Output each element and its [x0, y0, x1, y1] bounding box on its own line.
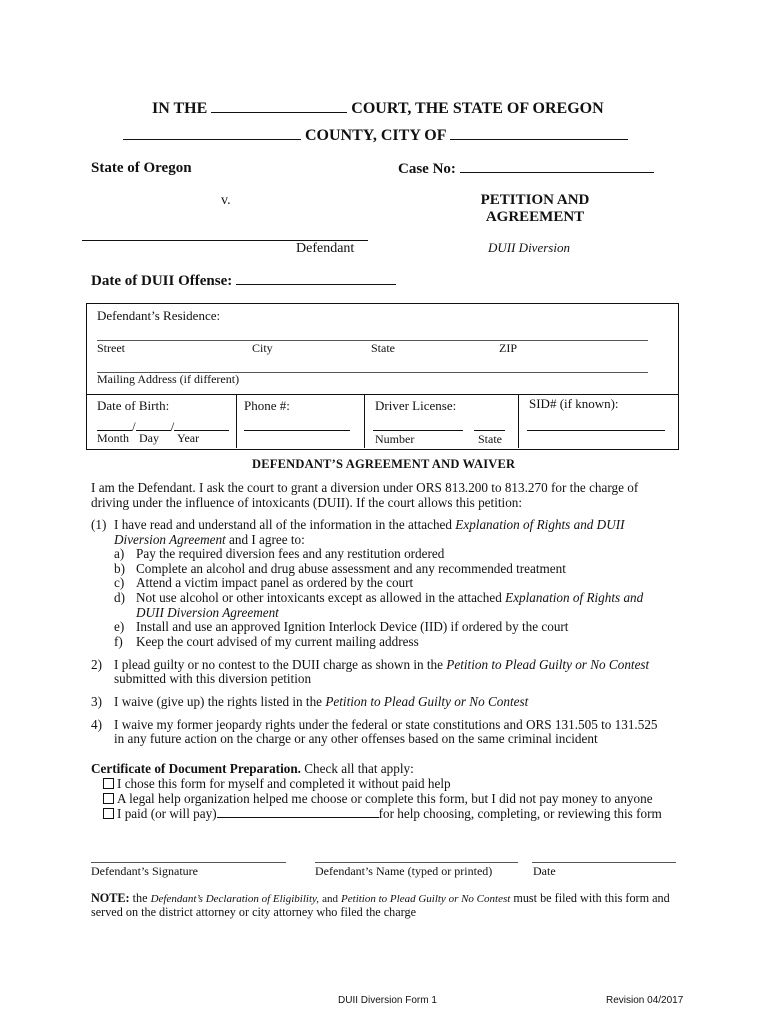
subitem-a — [114, 546, 444, 561]
court-header-line-2 — [123, 127, 628, 145]
footer-form-name: DUII Diversion Form 1 — [338, 995, 437, 1006]
item-2-line-1 — [114, 657, 649, 672]
day-label: Day — [139, 431, 159, 445]
dob-year-blank[interactable] — [174, 418, 229, 431]
subitem-text: Attend a victim impact panel as ordered by the court — [136, 575, 414, 590]
doc-subtitle: DUII Diversion — [488, 240, 570, 255]
dob-sep-1: / — [132, 419, 136, 434]
dob-sep-2: / — [170, 419, 175, 434]
subitem-text: Not use alcohol or other intoxicants except as allowed in the attached — [136, 590, 502, 605]
offense-date — [91, 272, 396, 290]
month-label: Month — [97, 431, 130, 445]
doc-title-line-2: AGREEMENT — [485, 209, 585, 225]
court-name-blank[interactable] — [211, 100, 347, 113]
intro-line-1: I am the Defendant. I ask the court to grant a diversion under ORS 813.200 to 813.270 for the charge of — [91, 480, 639, 495]
signature-line[interactable] — [91, 862, 286, 863]
item-4-number: 4) — [91, 717, 102, 732]
item-1-number: (1) — [91, 517, 107, 532]
option-3-checkbox[interactable] — [103, 808, 114, 819]
date-label: Date — [533, 864, 556, 878]
box-col-divider-3 — [518, 394, 519, 448]
defendant-label: Defendant — [296, 241, 355, 256]
item-3-text: I waive (give up) the rights listed in the — [114, 694, 323, 709]
item-4-line-1: I waive my former jeopardy rights under the federal or state constitutions and ORS 131.505 to 131.525 — [114, 717, 658, 732]
subitem-key: c) — [114, 575, 125, 590]
item-1-text: I have read and understand all of the information in the attached — [114, 517, 452, 532]
county-city-label: COUNTY, CITY OF — [305, 127, 446, 144]
license-number-label: Number — [375, 432, 415, 446]
agreement-heading: DEFENDANT’S AGREEMENT AND WAIVER — [252, 457, 516, 471]
state-label: State — [371, 341, 395, 355]
item-2-number: 2) — [91, 657, 102, 672]
box-col-divider-2 — [364, 394, 365, 448]
street-label: Street — [97, 341, 125, 355]
case-no-label: Case No: — [398, 161, 456, 177]
item-4-line-2: in any future action on the charge or any other offenses based on the same criminal incident — [114, 731, 598, 746]
dob-day-blank[interactable] — [136, 418, 171, 431]
subitem-c — [114, 575, 413, 590]
license-label: Driver License: — [375, 398, 457, 413]
signature-label: Defendant’s Signature — [91, 864, 198, 878]
mailing-label: Mailing Address (if different) — [97, 372, 240, 386]
option-1-checkbox[interactable] — [103, 778, 114, 789]
option-2-text: A legal help organization helped me choose or complete this form, but I did not pay money to anyone — [117, 791, 653, 806]
item-3-doc-ref: Petition to Plead Guilty or No Contest — [325, 694, 529, 709]
subitem-text: Keep the court advised of my current mailing address — [136, 634, 419, 649]
phone-label: Phone #: — [244, 398, 290, 413]
zip-label: ZIP — [499, 341, 517, 355]
sid-blank[interactable] — [527, 430, 665, 431]
paid-to-blank[interactable] — [217, 806, 379, 818]
note-line-2: served on the district attorney or city attorney who filed the charge — [91, 905, 417, 919]
year-label: Year — [177, 431, 200, 445]
note-text-1: the — [132, 891, 148, 905]
certificate-option-2 — [103, 791, 653, 806]
subitem-b — [114, 561, 566, 576]
note-line-1 — [91, 891, 670, 906]
printed-name-line[interactable] — [315, 862, 518, 863]
footer-revision: Revision 04/2017 — [606, 995, 684, 1006]
subitem-key: e) — [114, 619, 125, 634]
box-divider — [86, 394, 679, 395]
note-doc-ref-1: Defendant’s Declaration of Eligibility, — [150, 893, 320, 905]
offense-date-blank[interactable] — [236, 272, 396, 285]
plaintiff-label: State of Oregon — [91, 160, 192, 176]
subitem-text: Install and use an approved Ignition Interlock Device (IID) if ordered by the court — [136, 619, 569, 634]
item-3-line-1 — [114, 694, 528, 709]
item-1-doc-ref-cont: Diversion Agreement — [114, 532, 226, 547]
residence-title: Defendant’s Residence: — [97, 308, 221, 323]
city-label: City — [252, 341, 273, 355]
doc-title-line-1: PETITION AND — [480, 192, 590, 208]
subitem-e — [114, 619, 568, 634]
date-line[interactable] — [532, 862, 676, 863]
case-no-blank[interactable] — [460, 160, 654, 173]
court-header-line-1 — [152, 100, 604, 118]
option-3-text-cont: for help choosing, completing, or reviewing this form — [378, 806, 662, 821]
subitem-key: f) — [114, 634, 123, 649]
case-number — [398, 160, 654, 178]
dob-label: Date of Birth: — [97, 398, 170, 413]
item-2-line-2: submitted with this diversion petition — [114, 671, 312, 686]
subitem-f — [114, 634, 419, 649]
header-prefix: IN THE — [152, 100, 208, 117]
subitem-text: Pay the required diversion fees and any restitution ordered — [136, 546, 445, 561]
certificate-heading — [91, 761, 414, 776]
note-text-2: and — [322, 893, 338, 905]
note-doc-ref-2: Petition to Plead Guilty or No Contest — [341, 893, 511, 905]
certificate-title: Certificate of Document Preparation. — [91, 761, 301, 776]
option-1-text: I chose this form for myself and completed it without paid help — [117, 776, 451, 791]
note-text-3: must be filed with this form and — [513, 891, 670, 905]
option-2-checkbox[interactable] — [103, 793, 114, 804]
document-title — [450, 192, 620, 226]
certificate-instruction: Check all that apply: — [304, 761, 414, 776]
note-label: NOTE: — [91, 891, 130, 905]
subitem-d-doc-ref-cont: DUII Diversion Agreement — [136, 605, 279, 620]
subitem-d-doc-ref: Explanation of Rights and — [505, 590, 644, 605]
certificate-option-3 — [103, 806, 662, 821]
phone-blank[interactable] — [244, 430, 350, 431]
offense-date-label: Date of DUII Offense: — [91, 273, 233, 289]
option-3-text: I paid (or will pay) — [117, 806, 217, 821]
subitem-d — [114, 590, 643, 605]
sid-label: SID# (if known): — [529, 396, 619, 411]
box-col-divider-1 — [236, 394, 237, 448]
certificate-option-1 — [103, 776, 451, 791]
license-number-blank[interactable] — [373, 430, 463, 431]
dob-month-blank[interactable] — [97, 418, 132, 431]
intro-line-2: driving under the influence of intoxicants (DUII). If the court allows this petition: — [91, 495, 523, 510]
versus-label: v. — [221, 193, 231, 208]
subitem-key: d) — [114, 590, 125, 605]
header-suffix: COURT, THE STATE OF OREGON — [351, 100, 604, 117]
item-2-text: I plead guilty or no contest to the DUII charge as shown in the — [114, 657, 443, 672]
subitem-key: b) — [114, 561, 125, 576]
county-blank[interactable] — [123, 127, 301, 140]
item-2-doc-ref: Petition to Plead Guilty or No Contest — [446, 657, 650, 672]
item-1-doc-ref: Explanation of Rights and DUII — [455, 517, 625, 532]
item-3-number: 3) — [91, 694, 102, 709]
printed-name-label: Defendant’s Name (typed or printed) — [315, 864, 493, 878]
item-1-line-2 — [114, 532, 305, 547]
item-1-text-cont: and I agree to: — [229, 532, 305, 547]
subitem-text: Complete an alcohol and drug abuse assessment and any recommended treatment — [136, 561, 566, 576]
subitem-key: a) — [114, 546, 125, 561]
city-blank[interactable] — [450, 127, 628, 140]
license-state-blank[interactable] — [474, 430, 505, 431]
license-state-label: State — [478, 432, 502, 446]
subitem-d-cont — [136, 605, 279, 620]
item-1-line-1 — [114, 517, 625, 532]
